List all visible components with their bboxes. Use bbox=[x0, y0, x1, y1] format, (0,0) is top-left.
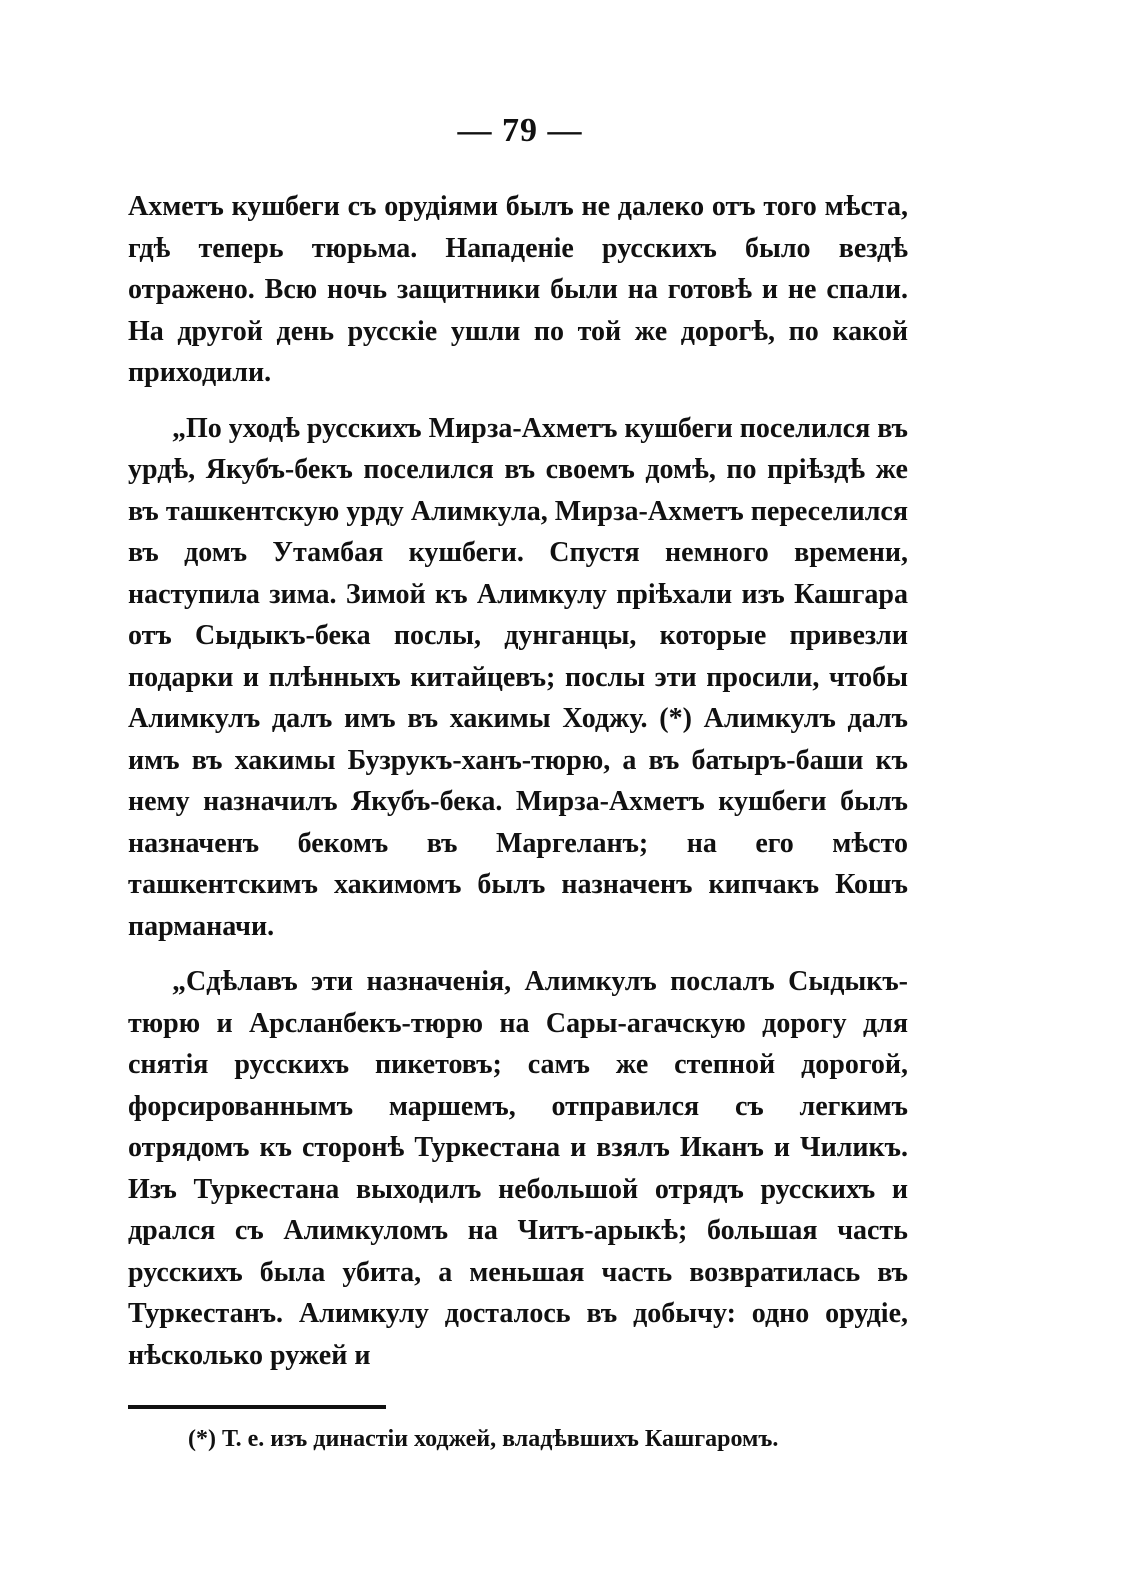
paragraph-1: Ахметъ кушбеги съ орудіями былъ не далеко отъ того мѣста, гдѣ теперь тюрьма. Нападеніе русскихъ было вездѣ отражено. Всю ночь защитники были на готовѣ и не спали. На другой день русскіе ушли по той же дорогѣ, по какой приходили. bbox=[128, 191, 908, 388]
body-text bbox=[128, 186, 908, 1376]
page-number: — 79 — bbox=[457, 112, 583, 149]
footnote: (*) Т. е. изъ династіи ходжей, владѣвшихъ Кашгаромъ. bbox=[188, 1426, 779, 1452]
paragraph-2: „По уходѣ русскихъ Мирза-Ахметъ кушбеги поселился въ урдѣ, Якубъ-бекъ поселился въ своемъ домѣ, по пріѣздѣ же въ ташкентскую урду Алимкула, Мирза-Ахметъ переселился въ домъ Утамбая кушбеги. Спустя немного времени, наступила зима. Зимой къ Алимкулу пріѣхали изъ Кашгара отъ Сыдыкъ-бека послы, дунганцы, которые привезли подарки и плѣнныхъ китайцевъ; послы эти просили, чтобы Алимкулъ далъ имъ въ хакимы Ходжу. (*) Алимкулъ далъ имъ въ хакимы Бузрукъ-ханъ-тюрю, а въ батыръ-баши къ нему назначилъ Якубъ-бека. Мирза-Ахметъ кушбеги былъ назначенъ бекомъ въ Маргеланъ; на его мѣсто ташкентскимъ хакимомъ былъ назначенъ кипчакъ Кошъ парманачи. bbox=[128, 412, 908, 942]
footnote-divider bbox=[128, 1405, 386, 1409]
paragraph-3: „Сдѣлавъ эти назначенія, Алимкулъ послалъ Сыдыкъ-тюрю и Арсланбекъ-тюрю на Сары-агачскую дорогу для снятія русскихъ пикетовъ; самъ же степной дорогой, форсированнымъ маршемъ, отправился съ легкимъ отрядомъ къ сторонѣ Туркестана и взялъ Иканъ и Чиликъ. Изъ Туркестана выходилъ небольшой отрядъ русскихъ и дрался съ Алимкуломъ на Читъ-арыкѣ; большая часть русскихъ была убита, а меньшая часть возвратилась въ Туркестанъ. Алимкулу досталось въ добычу: одно орудіе, нѣсколько ружей и bbox=[128, 966, 908, 1371]
